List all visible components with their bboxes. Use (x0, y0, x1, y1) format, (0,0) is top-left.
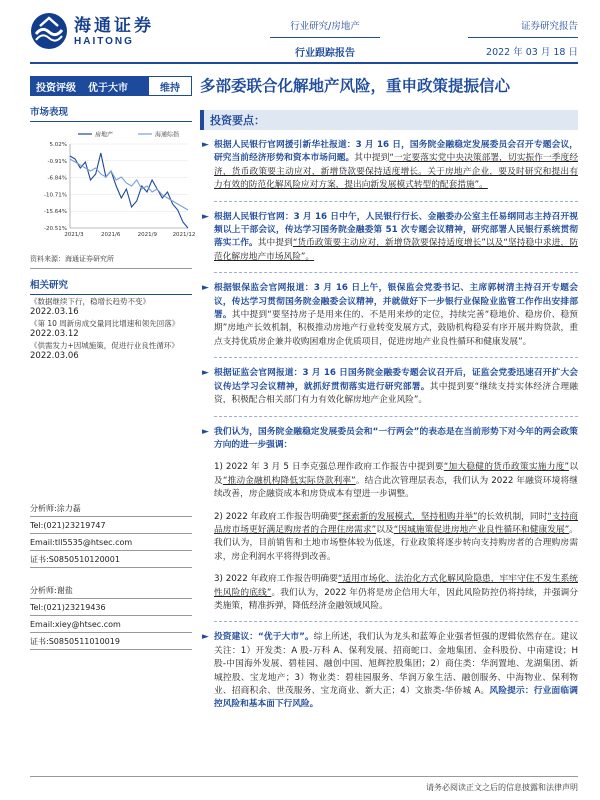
related-item-title[interactable]: 《供需发力+因城施策，促进行业良性循环》 (30, 341, 179, 350)
report-header (0, 0, 600, 62)
page-title: 多部委联合化解地产风险，重申政策提振信心 (200, 76, 511, 95)
market-section-title: 市场表现 (30, 104, 192, 122)
key-point-paragraph: ► 根据证监会官网报道：3 月 16 日国务院金融委专题会议召开后，证监会党委迅速召开扩大会议传达学习会议精神，就抓好贯彻落实进行研究部署。其中提到要“继续支持实体经济合理融资，积极配合相关部门有力有效化解房地产企业风险”。 (202, 368, 578, 406)
related-item-title[interactable]: 《数据继续下行，稳增长趋势不变》 (30, 297, 150, 306)
analyst-name: 分析师:谢盐 (30, 582, 192, 599)
bullet-icon: ► (202, 140, 209, 150)
related-section-title: 相关研究 (30, 277, 192, 295)
report-category: 行业研究/房地产 (270, 18, 380, 38)
haitong-logo (30, 12, 154, 50)
y-tick-label: -10.71% (44, 192, 67, 199)
numbered-point: 2) 2022 年政府工作报告明确要“探索新的发展模式，坚持租购并举”的长效机制，同时“支持商品房市场更好满足购房者的合理住房需求”以及“因城施策促进房地产业良性循环和健康发展”。我们认为，目前销售和土地市场整体较为低迷，行业政策将逐步转向支持购房者的合理购房需求，房企利润水平将得到改善。 (214, 511, 578, 562)
legend-label: 海通综指 (155, 131, 180, 139)
key-points-heading: 投资要点： (200, 110, 578, 130)
key-point-paragraph: ► 根据人民银行官网：3 月 16 日中午，人民银行行长、金融委办公室主任易纲同志主持召开视频以上干部会议，传达学习国务院金融委第 51 次专题会议精神，研究部署人民银行系统贯彻落实工作。其中提到“货币政策要主动应对，新增贷款要保持适度增长”以及“坚持稳中求进，防范化解房地产市场风险”。 (202, 211, 579, 262)
key-point-paragraph: ► 根据人民银行官网援引新华社报道：3 月 16 日，国务院金融稳定发展委员会召开专题会议，研究当前经济形势和资本市场问题。其中提到“一定要落实党中央决策部署，切实振作一季度经济，货币政策要主动应对，新增贷款要保持适度增长。关于房地产企业，要及时研究和提出有力有效的防范化解风险应对方案，提出向新发展模式转型的配套措施”。 (202, 140, 579, 191)
market-chart (30, 126, 196, 246)
related-item-date: 2022.03.16 (30, 307, 79, 317)
bullet-icon: ► (202, 426, 209, 437)
analyst-tel: Tel:(021)23219436 (30, 599, 192, 616)
logo-english-name: HAITONG (74, 35, 134, 47)
analyst-email[interactable]: Email:tll5535@htsec.com (30, 534, 192, 551)
document-type: 证券研究报告 (468, 18, 578, 38)
bullet-icon: ► (202, 283, 209, 294)
header-divider (30, 62, 578, 64)
logo-chinese-name: 海通证券 (74, 15, 154, 36)
y-tick-label: 5.02% (49, 142, 67, 148)
analyst-cert: 证书:S0850511010019 (30, 633, 192, 650)
market-chart-svg (30, 126, 196, 246)
key-point-paragraph: ► 根据银保监会官网报道：3 月 16 日上午，银保监会党委书记、主席郭树清主持召开专题会议，传达学习贯彻国务院金融委会议精神，并就做好下一步银行业保险业监管工作作出安排部署。其中提到“要坚持房子是用来住的、不是用来炒的定位，持续完善“稳地价、稳房价、稳预期”房地产长效机制，积极推动房地产行业转变发展方式，鼓励机构稳妥有序开展并购贷款，重点支持优质房企兼并收购困难房企优质项目，促进房地产业良性循环和健康发展”。 (202, 283, 578, 347)
haitong-logo-icon (30, 12, 68, 50)
bullet-icon: ► (202, 632, 209, 643)
rating-value: 优于大市 (88, 82, 128, 94)
related-item-title[interactable]: 《第 10 周新房成交量同比增速和领先回落》 (30, 319, 180, 328)
analyst-email[interactable]: Email:xiey@htsec.com (30, 616, 192, 633)
related-item-date: 2022.03.12 (30, 329, 79, 339)
bullet-icon: ► (202, 211, 209, 222)
related-item-date: 2022.03.06 (30, 351, 79, 361)
series-line (70, 159, 188, 210)
y-tick-label: -20.51% (44, 226, 67, 232)
x-tick-label: 2021/9 (137, 232, 158, 238)
analyst-tel: Tel:(021)23219747 (30, 517, 192, 534)
y-tick-label: -15.64% (44, 209, 67, 216)
key-point-paragraph: ► 投资建议：“优于大市”。综上所述，我们认为龙头和蓝筹企业强者恒强的逻辑依然存在。建议关注：1）开发类：A 股-万科 A、保利发展、招商蛇口、金地集团、金科股份、中南建设；H 股-中国海外发展、碧桂园、融创中国、旭辉控股集团；2）商住类：华润置地、龙湖集团、新城控股、宝龙地产；3）物业类：碧桂园服务、华润万象生活、融创服务、中海物业、保利物业、招商积余、世茂服务、宝龙商业、新大正；4）文旅类-华侨城 A。风险提示：行业面临调控风险和基本面下行风险。 (202, 632, 578, 710)
main-content (200, 110, 578, 712)
bullet-icon: ► (202, 368, 209, 379)
analyst-name: 分析师:涂力磊 (30, 500, 192, 517)
left-sidebar (30, 104, 196, 361)
legend-label: 房地产 (95, 131, 114, 139)
analyst-info (30, 500, 192, 650)
report-type: 行业跟踪报告 (295, 48, 355, 59)
y-tick-label: -6.84% (47, 175, 67, 182)
analyst-cert: 证书:S0850510120001 (30, 551, 192, 568)
numbered-point: 3) 2022 年政府工作报告明确要“适用市场化、法治化方式化解风险隐患，牢牢守住不发生系统性风险的底线”。我们认为，2022 年仍将是房企信用大年，因此风险防控仍将持续，并强调分类施策，精准拆弹，降低经济金融领域风险。 (214, 574, 578, 611)
key-point-paragraph: ► 我们认为，国务院金融稳定发展委员会和“一行两会”的表态是在当前形势下对今年的两会政策方向的进一步强调： (202, 426, 578, 450)
rating-label: 投资评级 (36, 82, 76, 94)
series-line (70, 153, 188, 228)
y-tick-label: -0.91% (47, 158, 67, 165)
rating-bar (30, 76, 192, 96)
numbered-point: 1) 2022 年 3 月 5 日李克强总理作政府工作报告中提到要“加大稳健的货币政策实施力度”以及“推动金融机构降低实际贷款利率”。结合此次管理层表态，我们认为 2022 年融资环境将继续改善，房企融资成本和房贷成本有望进一步调整。 (214, 462, 579, 500)
report-date: 2022 年 03 月 18 日 (486, 47, 578, 58)
related-research (30, 277, 192, 361)
chart-source: 资料来源：海通证券研究所 (30, 254, 192, 269)
x-tick-label: 2021/12 (172, 232, 196, 238)
footer-divider (30, 776, 578, 777)
x-tick-label: 2021/3 (64, 232, 84, 238)
x-tick-label: 2021/6 (100, 232, 121, 238)
footer-disclaimer: 请务必阅读正文之后的信息披露和法律声明 (426, 783, 578, 792)
rating-action: 维持 (148, 76, 192, 96)
